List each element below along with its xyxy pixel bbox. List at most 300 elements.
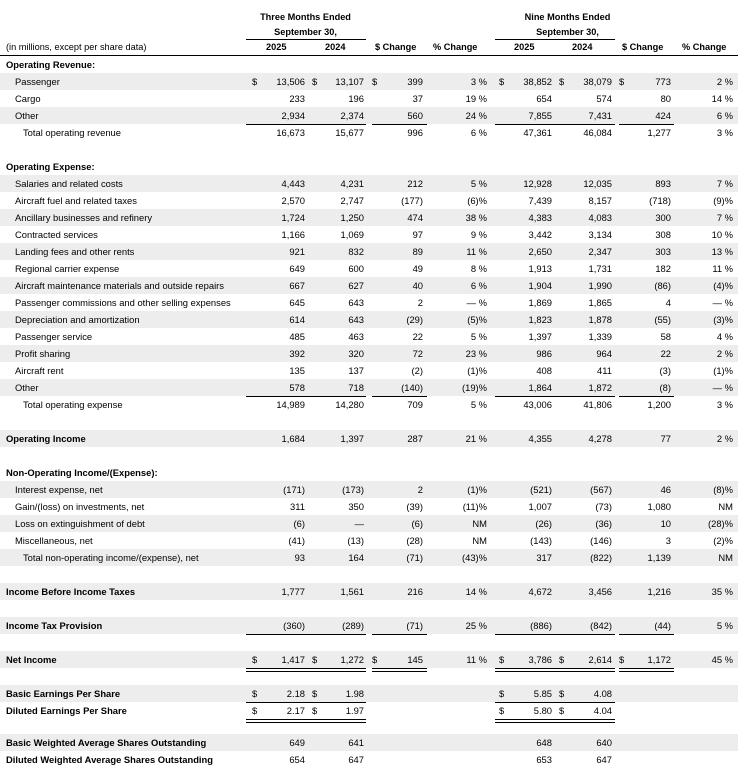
cell-n-dollar-change: (86) — [654, 280, 671, 291]
table-header — [0, 0, 738, 55]
cell-q-dollar-change: (71) — [406, 620, 423, 631]
cell-n-dollar-change: 1,216 — [647, 586, 671, 597]
cell-q-dollar-change: 560 — [407, 110, 423, 121]
cell-n2024: 4.08 — [593, 688, 612, 699]
cell-n2025: 1,007 — [528, 501, 552, 512]
cell-n-dollar-change: 1,277 — [647, 127, 671, 138]
cell-q-pct-change: 3 % — [470, 76, 487, 87]
cell-q2024: 13,107 — [335, 76, 364, 87]
dollar-sign: $ — [499, 688, 505, 699]
cell-q2025: 392 — [289, 348, 305, 359]
cell-n-dollar-change: 22 — [660, 348, 671, 359]
col-q-dollar-change: $ Change — [375, 42, 417, 52]
cell-n2024: 1,339 — [588, 331, 612, 342]
row-label: Aircraft fuel and related taxes — [15, 195, 137, 206]
row-label: Regional carrier expense — [15, 263, 120, 274]
row-label: Diluted Earnings Per Share — [6, 705, 127, 716]
nine-months-sub: September 30, — [536, 27, 599, 37]
cell-q2024: 1,561 — [340, 586, 364, 597]
table-row — [0, 277, 738, 294]
cell-n2024: (567) — [590, 484, 612, 495]
table-row — [0, 532, 738, 549]
cell-n-pct-change: 2 % — [716, 348, 733, 359]
cell-q2025: 93 — [294, 552, 305, 563]
cell-q2025: 13,506 — [276, 76, 305, 87]
table-row — [0, 311, 738, 328]
cell-q-dollar-change: 22 — [412, 331, 423, 342]
table-row — [0, 617, 738, 634]
cell-q2024: 1,272 — [340, 654, 364, 665]
cell-n-pct-change: 3 % — [716, 127, 733, 138]
cell-q2024: 14,280 — [335, 399, 364, 410]
cell-n2024: 8,157 — [588, 195, 612, 206]
cell-n-pct-change: NM — [718, 552, 733, 563]
cell-q2025: 1,724 — [281, 212, 305, 223]
table-row — [0, 260, 738, 277]
eps-rule — [495, 702, 615, 703]
cell-q-dollar-change: (28) — [406, 535, 423, 546]
cell-n2024: (842) — [590, 620, 612, 631]
cell-q2025: 1,166 — [281, 229, 305, 240]
cell-n2025: 43,006 — [523, 399, 552, 410]
cell-n-pct-change: 7 % — [716, 212, 733, 223]
cell-n-pct-change: 45 % — [711, 654, 733, 665]
row-label: Income Before Income Taxes — [6, 586, 136, 597]
row-label: Cargo — [15, 93, 41, 104]
cell-q2024: 647 — [348, 754, 364, 765]
cell-q-pct-change: 38 % — [465, 212, 487, 223]
cell-n2025: 47,361 — [523, 127, 552, 138]
row-label: Total non-operating income/(expense), net — [23, 552, 199, 563]
cell-q2024: 1.98 — [345, 688, 364, 699]
table-row — [0, 734, 738, 751]
cell-n2024: 2,347 — [588, 246, 612, 257]
dollar-sign: $ — [252, 76, 258, 87]
cell-q-pct-change: 19 % — [465, 93, 487, 104]
cell-q-pct-change: (5)% — [467, 314, 487, 325]
cell-n-dollar-change: 300 — [655, 212, 671, 223]
col-q-pct-change: % Change — [433, 42, 478, 52]
col-n2025: 2025 — [514, 42, 535, 52]
cell-q2024: 832 — [348, 246, 364, 257]
cell-n2025: (26) — [535, 518, 552, 529]
cell-q2024: 196 — [348, 93, 364, 104]
table-row — [0, 226, 738, 243]
cell-n2025: 1,904 — [528, 280, 552, 291]
cell-q-dollar-change: (71) — [406, 552, 423, 563]
cell-q-dollar-change: 399 — [407, 76, 423, 87]
cell-q2025: 654 — [289, 754, 305, 765]
cell-q-pct-change: 8 % — [470, 263, 487, 274]
col-n2024: 2024 — [572, 42, 593, 52]
table-row — [0, 243, 738, 260]
cell-q2024: 1.97 — [345, 705, 364, 716]
cell-q-pct-change: 5 % — [470, 399, 487, 410]
cell-q2025: 2,934 — [281, 110, 305, 121]
cell-q2024: 137 — [348, 365, 364, 376]
table-row — [0, 124, 738, 141]
cell-q2025: 2.17 — [286, 705, 305, 716]
dollar-sign: $ — [312, 705, 318, 716]
cell-n-dollar-change: 1,139 — [647, 552, 671, 563]
subtotal-rule — [619, 634, 674, 635]
cell-q2025: 311 — [290, 501, 305, 512]
cell-n-dollar-change: 58 — [660, 331, 671, 342]
cell-q2025: 921 — [289, 246, 305, 257]
cell-q2025: 485 — [289, 331, 305, 342]
cell-q-pct-change: — % — [466, 297, 487, 308]
dollar-sign: $ — [252, 688, 258, 699]
cell-n2024: 4,278 — [588, 433, 612, 444]
row-label: Depreciation and amortization — [15, 314, 140, 325]
dollar-sign: $ — [619, 76, 625, 87]
cell-n2025: 7,855 — [528, 110, 552, 121]
cell-q-dollar-change: (39) — [406, 501, 423, 512]
row-label: Miscellaneous, net — [15, 535, 93, 546]
row-label: Income Tax Provision — [6, 620, 103, 631]
cell-q-pct-change: (19)% — [461, 382, 487, 393]
cell-q-dollar-change: 97 — [412, 229, 423, 240]
table-row — [0, 430, 738, 447]
cell-n2025: 653 — [536, 754, 552, 765]
cell-q-dollar-change: (140) — [401, 382, 423, 393]
cell-n2024: 964 — [596, 348, 612, 359]
dollar-sign: $ — [312, 76, 318, 87]
cell-q2025: 135 — [289, 365, 305, 376]
cell-q-dollar-change: 72 — [412, 348, 423, 359]
cell-q-pct-change: 23 % — [465, 348, 487, 359]
row-label: Gain/(loss) on investments, net — [15, 501, 145, 512]
cell-q2025: 1,417 — [281, 654, 305, 665]
dollar-sign: $ — [252, 654, 258, 665]
cell-q2024: (173) — [342, 484, 364, 495]
cell-q-pct-change: (43)% — [461, 552, 487, 563]
cell-n-dollar-change: 773 — [655, 76, 671, 87]
cell-n-dollar-change: (718) — [649, 195, 671, 206]
cell-n2025: 408 — [536, 365, 552, 376]
cell-q2024: (289) — [342, 620, 364, 631]
cell-n2025: 1,913 — [528, 263, 552, 274]
cell-n-pct-change: 7 % — [716, 178, 733, 189]
total-double-rule — [372, 668, 427, 672]
table-row — [0, 481, 738, 498]
cell-n2024: (73) — [595, 501, 612, 512]
cell-q2025: 2,570 — [281, 195, 305, 206]
cell-n2024: (36) — [595, 518, 612, 529]
cell-n-pct-change: 4 % — [716, 331, 733, 342]
cell-n-pct-change: 2 % — [716, 433, 733, 444]
cell-n-pct-change: 2 % — [716, 76, 733, 87]
cell-q2024: 600 — [348, 263, 364, 274]
cell-q2024: 463 — [348, 331, 364, 342]
cell-q2025: 233 — [289, 93, 305, 104]
cell-q2024: 15,677 — [335, 127, 364, 138]
cell-n2024: 41,806 — [583, 399, 612, 410]
cell-q-dollar-change: (29) — [406, 314, 423, 325]
dollar-sign: $ — [559, 654, 565, 665]
table-row — [0, 751, 738, 768]
cell-n-pct-change: (1)% — [713, 365, 733, 376]
col-q2025: 2025 — [266, 42, 287, 52]
cell-n-pct-change: 10 % — [711, 229, 733, 240]
total-double-rule — [246, 668, 366, 672]
cell-q2025: 578 — [289, 382, 305, 393]
row-label: Basic Weighted Average Shares Outstanding — [6, 737, 207, 748]
cell-n2025: (886) — [530, 620, 552, 631]
cell-n-dollar-change: 893 — [655, 178, 671, 189]
cell-n2024: 1,878 — [588, 314, 612, 325]
row-label: Other — [15, 110, 39, 121]
cell-n2025: 317 — [536, 552, 552, 563]
cell-n2025: 1,823 — [528, 314, 552, 325]
cell-n-pct-change: (4)% — [713, 280, 733, 291]
cell-q-pct-change: (1)% — [467, 484, 487, 495]
row-label: Aircraft maintenance materials and outside repairs — [15, 280, 224, 291]
table-row — [0, 175, 738, 192]
cell-q-pct-change: 9 % — [470, 229, 487, 240]
cell-n-pct-change: 3 % — [716, 399, 733, 410]
table-row — [0, 158, 738, 175]
cell-q-pct-change: 25 % — [465, 620, 487, 631]
row-label: Non-Operating Income/(Expense): — [6, 467, 158, 478]
cell-n-pct-change: NM — [718, 501, 733, 512]
cell-q-pct-change: 24 % — [465, 110, 487, 121]
cell-n2025: 986 — [536, 348, 552, 359]
table-row — [0, 583, 738, 600]
cell-q-dollar-change: 49 — [412, 263, 423, 274]
row-label: Net Income — [6, 654, 57, 665]
cell-q-pct-change: 6 % — [470, 127, 487, 138]
row-label: Other — [15, 382, 39, 393]
row-label: Profit sharing — [15, 348, 71, 359]
cell-q2025: 649 — [289, 263, 305, 274]
cell-n-pct-change: — % — [712, 297, 733, 308]
cell-n2024: (822) — [590, 552, 612, 563]
cell-n2024: 1,872 — [588, 382, 612, 393]
cell-n2024: 574 — [596, 93, 612, 104]
row-label: Contracted services — [15, 229, 98, 240]
cell-q-dollar-change: 709 — [407, 399, 423, 410]
cell-n2024: 1,990 — [588, 280, 612, 291]
cell-q2024: (13) — [347, 535, 364, 546]
cell-n2024: 4.04 — [593, 705, 612, 716]
cell-n-dollar-change: (44) — [654, 620, 671, 631]
cell-n-pct-change: (8)% — [713, 484, 733, 495]
cell-n-pct-change: 35 % — [711, 586, 733, 597]
cell-q-dollar-change: 212 — [407, 178, 423, 189]
row-label: Operating Expense: — [6, 161, 95, 172]
cell-q2024: 164 — [348, 552, 364, 563]
total-double-rule — [495, 719, 615, 723]
cell-n-dollar-change: 303 — [655, 246, 671, 257]
total-double-rule — [619, 668, 674, 672]
cell-n2024: 2,614 — [588, 654, 612, 665]
cell-n2025: 1,869 — [528, 297, 552, 308]
cell-n2025: 4,355 — [528, 433, 552, 444]
cell-q2024: 627 — [348, 280, 364, 291]
cell-q2025: 614 — [289, 314, 305, 325]
cell-q-dollar-change: 37 — [412, 93, 423, 104]
cell-n-dollar-change: 46 — [660, 484, 671, 495]
cell-n-pct-change: (3)% — [713, 314, 733, 325]
dollar-sign: $ — [312, 688, 318, 699]
cell-q2024: 1,069 — [340, 229, 364, 240]
cell-n-pct-change: 5 % — [716, 620, 733, 631]
cell-q-dollar-change: 2 — [417, 297, 423, 308]
cell-n2025: 2,650 — [528, 246, 552, 257]
table-row — [0, 651, 738, 668]
table-row — [0, 73, 738, 90]
cell-n2025: 7,439 — [528, 195, 552, 206]
cell-n-dollar-change: 3 — [665, 535, 671, 546]
cell-n2025: 1,397 — [528, 331, 552, 342]
col-n-pct-change: % Change — [682, 42, 727, 52]
col-q2024: 2024 — [325, 42, 346, 52]
cell-n-dollar-change: 1,080 — [647, 501, 671, 512]
cell-n2025: 5.85 — [533, 688, 552, 699]
table-row — [0, 345, 738, 362]
cell-q-dollar-change: 474 — [407, 212, 423, 223]
table-row — [0, 515, 738, 532]
cell-q2025: 4,443 — [281, 178, 305, 189]
units-note: (in millions, except per share data) — [6, 42, 147, 52]
cell-n-dollar-change: 4 — [665, 297, 671, 308]
cell-q2025: 1,684 — [281, 433, 305, 444]
cell-n2024: 647 — [596, 754, 612, 765]
row-label: Loss on extinguishment of debt — [15, 518, 145, 529]
cell-q-dollar-change: 145 — [407, 654, 423, 665]
cell-q2025: 1,777 — [281, 586, 305, 597]
cell-n2025: 5.80 — [533, 705, 552, 716]
cell-n-dollar-change: 182 — [655, 263, 671, 274]
cell-n2024: 411 — [597, 365, 612, 376]
cell-q-dollar-change: 40 — [412, 280, 423, 291]
cell-n2024: 3,456 — [588, 586, 612, 597]
eps-rule — [246, 702, 366, 703]
table-row — [0, 685, 738, 702]
cell-q-pct-change: (1)% — [467, 365, 487, 376]
subtotal-rule — [495, 634, 615, 635]
row-label: Passenger — [15, 76, 60, 87]
table-row — [0, 362, 738, 379]
three-months-title: Three Months Ended — [260, 12, 351, 22]
cell-q2024: 643 — [348, 297, 364, 308]
table-row — [0, 209, 738, 226]
cell-q2024: 4,231 — [340, 178, 364, 189]
subtotal-rule — [246, 634, 366, 635]
cell-n-dollar-change: (8) — [659, 382, 671, 393]
row-label: Aircraft rent — [15, 365, 64, 376]
cell-q2025: (360) — [283, 620, 305, 631]
cell-q-pct-change: 5 % — [470, 178, 487, 189]
subtotal-rule — [372, 634, 427, 635]
dollar-sign: $ — [559, 76, 565, 87]
cell-q-dollar-change: (6) — [411, 518, 423, 529]
cell-q-pct-change: (11)% — [462, 501, 487, 512]
row-label: Operating Income — [6, 433, 86, 444]
cell-n2024: 7,431 — [588, 110, 612, 121]
cell-q-pct-change: 11 % — [466, 654, 487, 665]
cell-q2025: (6) — [293, 518, 305, 529]
cell-n2025: 3,442 — [528, 229, 552, 240]
cell-n2024: 46,084 — [583, 127, 612, 138]
cell-n2024: 38,079 — [583, 76, 612, 87]
cell-n-pct-change: 13 % — [711, 246, 733, 257]
total-double-rule — [246, 719, 366, 723]
cell-q2024: 641 — [348, 737, 364, 748]
table-row — [0, 107, 738, 124]
cell-q2024: 1,250 — [340, 212, 364, 223]
cell-q2024: — — [354, 518, 364, 529]
row-label: Passenger service — [15, 331, 93, 342]
nine-months-title: Nine Months Ended — [524, 12, 611, 22]
table-row — [0, 294, 738, 311]
row-label: Basic Earnings Per Share — [6, 688, 121, 699]
cell-n-dollar-change: 10 — [660, 518, 671, 529]
row-label: Diluted Weighted Average Shares Outstanding — [6, 754, 213, 765]
cell-n2025: 1,864 — [528, 382, 552, 393]
cell-q-pct-change: NM — [472, 518, 487, 529]
table-row — [0, 396, 738, 413]
cell-q2024: 1,397 — [340, 433, 364, 444]
cell-q-dollar-change: 89 — [412, 246, 423, 257]
cell-q2025: 667 — [289, 280, 305, 291]
three-months-sub: September 30, — [274, 27, 337, 37]
cell-n2024: 640 — [596, 737, 612, 748]
cell-q2024: 2,374 — [340, 110, 364, 121]
cell-q2024: 350 — [348, 501, 364, 512]
dollar-sign: $ — [559, 705, 565, 716]
dollar-sign: $ — [499, 705, 505, 716]
row-label: Landing fees and other rents — [15, 246, 135, 257]
cell-n2025: 12,928 — [523, 178, 552, 189]
cell-n-dollar-change: 1,172 — [647, 654, 671, 665]
row-label: Passenger commissions and other selling expenses — [15, 297, 231, 308]
cell-q-dollar-change: 216 — [407, 586, 423, 597]
cell-n2025: (143) — [530, 535, 552, 546]
row-label: Operating Revenue: — [6, 59, 96, 70]
cell-q2025: 649 — [289, 737, 305, 748]
cell-n-pct-change: (28)% — [707, 518, 733, 529]
table-row — [0, 549, 738, 566]
cell-q-dollar-change: 287 — [407, 433, 423, 444]
table-row — [0, 56, 738, 73]
row-label: Salaries and related costs — [15, 178, 123, 189]
dollar-sign: $ — [619, 654, 625, 665]
cell-n2024: 1,731 — [588, 263, 612, 274]
cell-n-dollar-change: (3) — [659, 365, 671, 376]
cell-q2025: (41) — [288, 535, 305, 546]
cell-n2025: 3,786 — [528, 654, 552, 665]
cell-n2025: (521) — [530, 484, 552, 495]
dollar-sign: $ — [499, 76, 505, 87]
cell-n-dollar-change: 80 — [660, 93, 671, 104]
cell-n-pct-change: 6 % — [716, 110, 733, 121]
table-row — [0, 379, 738, 396]
cell-n2024: 4,083 — [588, 212, 612, 223]
cell-q-pct-change: 6 % — [470, 280, 487, 291]
cell-q2025: 645 — [289, 297, 305, 308]
cell-q-dollar-change: 996 — [407, 127, 423, 138]
table-row — [0, 702, 738, 719]
table-row — [0, 192, 738, 209]
row-label: Total operating expense — [23, 399, 123, 410]
row-label: Interest expense, net — [15, 484, 103, 495]
total-double-rule — [495, 668, 615, 672]
cell-q2025: 2.18 — [286, 688, 305, 699]
cell-q-pct-change: 11 % — [466, 246, 487, 257]
cell-n2025: 648 — [536, 737, 552, 748]
